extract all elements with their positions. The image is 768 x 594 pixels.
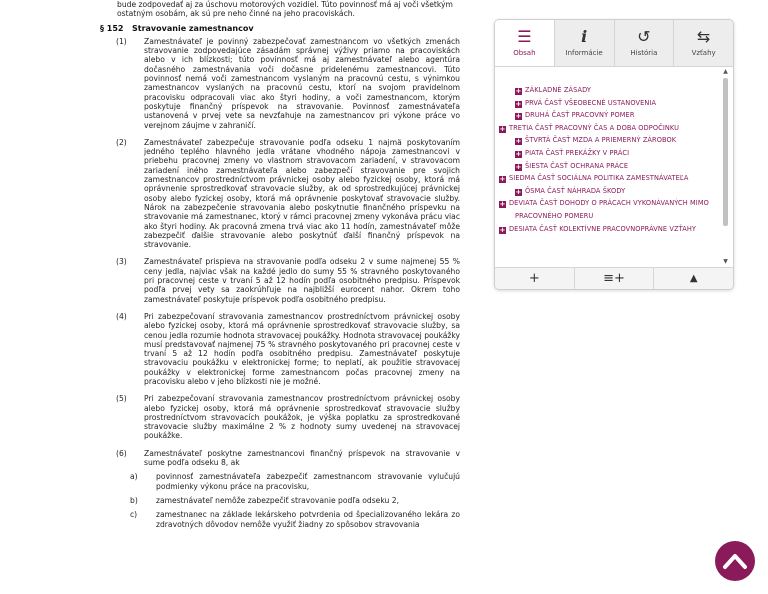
relations-icon: ⇆ <box>696 27 711 46</box>
paragraph-number: (5) <box>116 394 127 404</box>
contents-tree <box>495 68 721 266</box>
tree-item-label: PRVÁ ČASŤ VŠEOBECNÉ USTANOVENIA <box>525 98 657 107</box>
sub-item-letter: c) <box>130 510 138 520</box>
section-number: § 152 <box>100 23 124 33</box>
sub-item <box>100 510 460 529</box>
paragraph-text: Pri zabezpečovaní stravovania zamestnancov prostredníctvom právnickej osoby alebo fyzickej osoby, ktorá má oprávnenie sprostredkovať stravovacie služby, sa cenou jedla rozumie hodnota stravovacej poukážky. Hodnota stravovacej poukážky musí predstavovať najmenej 75 % stravného poskytovaného pri pracovnej ceste v trvaní 5 až 12 hodín podľa osobitného predpisu. Zamestnávateľ poskytuje stravovaciu poukážku v elektronickej forme; to neplatí, ak použitie stravovacej poukážky v elektronickej forme zamestnancom počas pracovnej zmeny na pracovisku alebo v jeho blízkosti nie je možné. <box>144 311 460 386</box>
sub-item-text: povinnosť zamestnávateľa zabezpečiť zamestnancom stravovanie vylučujú podmienky výkonu práce na pracovisku, <box>156 472 460 491</box>
expand-button[interactable]: + <box>528 271 540 286</box>
history-icon: ↺ <box>637 27 651 46</box>
paragraph-number: (1) <box>116 36 127 46</box>
tree-item[interactable] <box>515 109 717 122</box>
tree-item[interactable] <box>515 84 717 97</box>
tree-item-label: DESIATA ČASŤ KOLEKTÍVNE PRACOVNOPRÁVNE VZŤAHY <box>509 224 697 233</box>
sub-item-letter: a) <box>130 472 138 482</box>
list-icon: ☰ <box>517 27 532 46</box>
tree-item[interactable] <box>499 197 717 222</box>
expand-icon[interactable]: + <box>499 175 506 184</box>
scroll-down-icon[interactable]: ▼ <box>723 258 728 265</box>
tree-item[interactable] <box>515 134 717 147</box>
expand-all-button[interactable]: ≡+ <box>574 268 654 289</box>
panel-footer <box>495 267 733 289</box>
paragraph <box>100 138 460 250</box>
paragraph <box>100 449 460 468</box>
navigation-panel <box>494 19 734 290</box>
tree-item-label: ZÁKLADNÉ ZÁSADY <box>525 86 592 94</box>
tab-label: Informácie <box>565 49 603 57</box>
scroll-up-icon[interactable]: ▲ <box>723 68 728 75</box>
tab-obsah[interactable] <box>495 20 554 66</box>
document-content <box>100 0 460 534</box>
sub-item <box>100 472 460 491</box>
expand-icon[interactable]: + <box>499 124 506 133</box>
section-title: Stravovanie zamestnancov <box>132 23 254 33</box>
tab-historia[interactable] <box>614 20 674 66</box>
tab-informacie[interactable] <box>554 20 614 66</box>
tree-item[interactable] <box>515 147 717 160</box>
expand-icon[interactable]: + <box>515 149 522 158</box>
tab-vztahy[interactable] <box>673 20 733 66</box>
paragraph <box>100 37 460 130</box>
paragraph <box>100 257 460 303</box>
paragraph-number: (2) <box>116 137 127 147</box>
sub-item-text: zamestnávateľ nemôže zabezpečiť stravovanie podľa odseku 2, <box>156 495 399 505</box>
expand-icon[interactable]: + <box>515 137 522 146</box>
expand-icon[interactable]: + <box>515 187 522 196</box>
tree-item-label: ÔSMA ČASŤ NÁHRADA ŠKODY <box>525 186 626 195</box>
tree-item[interactable] <box>515 185 717 198</box>
expand-icon[interactable]: + <box>499 225 506 234</box>
sub-item-text: zamestnanec na základe lekárskeho potvrdenia od špecializovaného lekára zo zdravotných dôvodov nemôže využiť žiadny zo spôsobov stravovania <box>156 510 460 529</box>
collapse-button[interactable]: ▲ <box>653 268 733 289</box>
sub-item-letter: b) <box>130 495 138 505</box>
tree-item-label: ŠIESTA ČASŤ OCHRANA PRÁCE <box>525 161 629 170</box>
tree-item-label: PIATA ČASŤ PREKÁŽKY V PRÁCI <box>525 148 630 157</box>
scrollbar-thumb[interactable] <box>723 78 728 226</box>
paragraph-text: Zamestnávateľ poskytne zamestnancovi finančný príspevok na stravovanie v sume podľa odseku 8, ak <box>144 448 460 468</box>
paragraph-text: Zamestnávateľ je povinný zabezpečovať zamestnancom vo všetkých zmenách stravovanie zodpovedajúce zásadám správnej výživy priamo na pracoviskách alebo v ich blízkosti; túto povinnosť má aj zamestnávateľ alebo agentúra dočasného zamestnávania voči dočasne pridelenému zamestnancovi. Túto povinnosť nemá voči zamestnancom vyslaným na pracovnú cestu, s výnimkou zamestnancov vyslaných na pracovnú cestu, ktorí na svojom pravidelnom pracovisku odpracovali viac ako štyri hodiny, a voči zamestnancom, ktorým poskytuje finančný príspevok na stravovanie. Povinnosť zamestnávateľa ustanovená v prvej vete sa nevzťahuje na zamestnancov pri výkone práce vo verejnom záujme v zahraničí. <box>144 36 460 130</box>
paragraph-text: Pri zabezpečovaní stravovania zamestnancov prostredníctvom právnickej osoby alebo fyzickej osoby, ktorá má oprávnenie sprostredkovať stravovacie služby prostredníctvom stravovacích poukážok, je výška poplatku za sprostredkované stravovacie služby maximálne 2 % z hodnoty sumy uvedenej na stravovacej poukážke. <box>144 394 460 441</box>
tree-item[interactable] <box>515 160 717 173</box>
panel-tabs <box>495 20 733 67</box>
expand-icon[interactable]: + <box>515 87 522 95</box>
paragraph-number: (6) <box>116 448 127 458</box>
paragraph-text: Zamestnávateľ prispieva na stravovanie podľa odseku 2 v sume najmenej 55 % ceny jedla, najviac však na každé jedlo do sumy 55 % stravného poskytovaného pri pracovnej ceste v trvaní 5 až 12 hodín podľa osobitného predpisu. Príspevok podľa prvej vety sa zaokrúhľuje na najbližší eurocent nahor. Okrem toho zamestnávateľ poskytuje príspevok podľa osobitného predpisu. <box>144 257 460 304</box>
sub-item <box>100 496 460 505</box>
back-to-top-button[interactable] <box>715 541 755 581</box>
paragraph <box>100 394 460 440</box>
tab-label: História <box>630 49 658 57</box>
section-heading <box>100 24 460 33</box>
tab-label: Obsah <box>513 49 536 57</box>
tree-item[interactable] <box>499 122 717 135</box>
chevron-up-icon <box>722 551 748 571</box>
expand-icon[interactable]: + <box>515 99 522 108</box>
tree-item[interactable] <box>515 97 717 110</box>
expand-icon[interactable]: + <box>515 162 522 171</box>
tree-item[interactable] <box>499 172 717 185</box>
paragraph-number: (4) <box>116 311 127 321</box>
tree-scrollbar[interactable] <box>720 68 731 266</box>
expand-icon[interactable]: + <box>515 112 522 121</box>
info-icon: i <box>581 27 588 46</box>
intro-text: bude zodpovedať aj za úschovu motorových vozidiel. Túto povinnosť má aj voči všetkým ostatným osobám, ak sú pre neho činné na jeho pracoviskách. <box>117 0 453 19</box>
tab-label: Vzťahy <box>691 49 716 57</box>
tree-item[interactable] <box>499 223 717 236</box>
tree-item-label: DEVIATA ČASŤ DOHODY O PRÁCACH VYKONÁVANÝCH MIMO PRACOVNÉHO POMERU <box>509 199 709 220</box>
paragraph-number: (3) <box>116 257 127 267</box>
tree-item-label: SIEDMA ČASŤ SOCIÁLNA POLITIKA ZAMESTNÁVATEĽA <box>509 174 689 183</box>
tree-item-label: TRETIA ČASŤ PRACOVNÝ ČAS A DOBA ODPOČINKU <box>509 123 680 132</box>
paragraph-text: Zamestnávateľ zabezpečuje stravovanie podľa odseku 1 najmä poskytovaním jedného teplého hlavného jedla vrátane vhodného nápoja zamestnancovi v priebehu pracovnej zmeny vo vlastnom stravovacom zariadení, v stravovacom zariadení iného zamestnávateľa alebo zabezpečí stravovanie pre svojich zamestnancov prostredníctvom právnickej osoby alebo fyzickej osoby, ktorá má oprávnenie sprostredkovať stravovacie služby, ak od sprostredkujúcej právnickej osoby alebo fyzickej osoby, ktorá má oprávnenie poskytovať stravovacie služby. Nárok na zabezpečenie stravovania alebo poskytnutie finančného príspevku na stravovanie má zamestnanec, ktorý v rámci pracovnej zmeny vykonáva prácu viac ako štyri hodiny. Ak pracovná zmena trvá viac ako 11 hodín, zamestnávateľ môže zabezpečiť ďalšie stravovanie alebo poskytnúť ďalší finančný príspevok na stravovanie. <box>144 137 460 250</box>
expand-icon[interactable]: + <box>499 200 506 209</box>
tree-item-label: ŠTVRTÁ ČASŤ MZDA A PRIEMERNÝ ZÁROBOK <box>525 136 677 145</box>
paragraph <box>100 312 460 386</box>
tree-item-label: DRUHÁ ČASŤ PRACOVNÝ POMER <box>525 111 635 120</box>
